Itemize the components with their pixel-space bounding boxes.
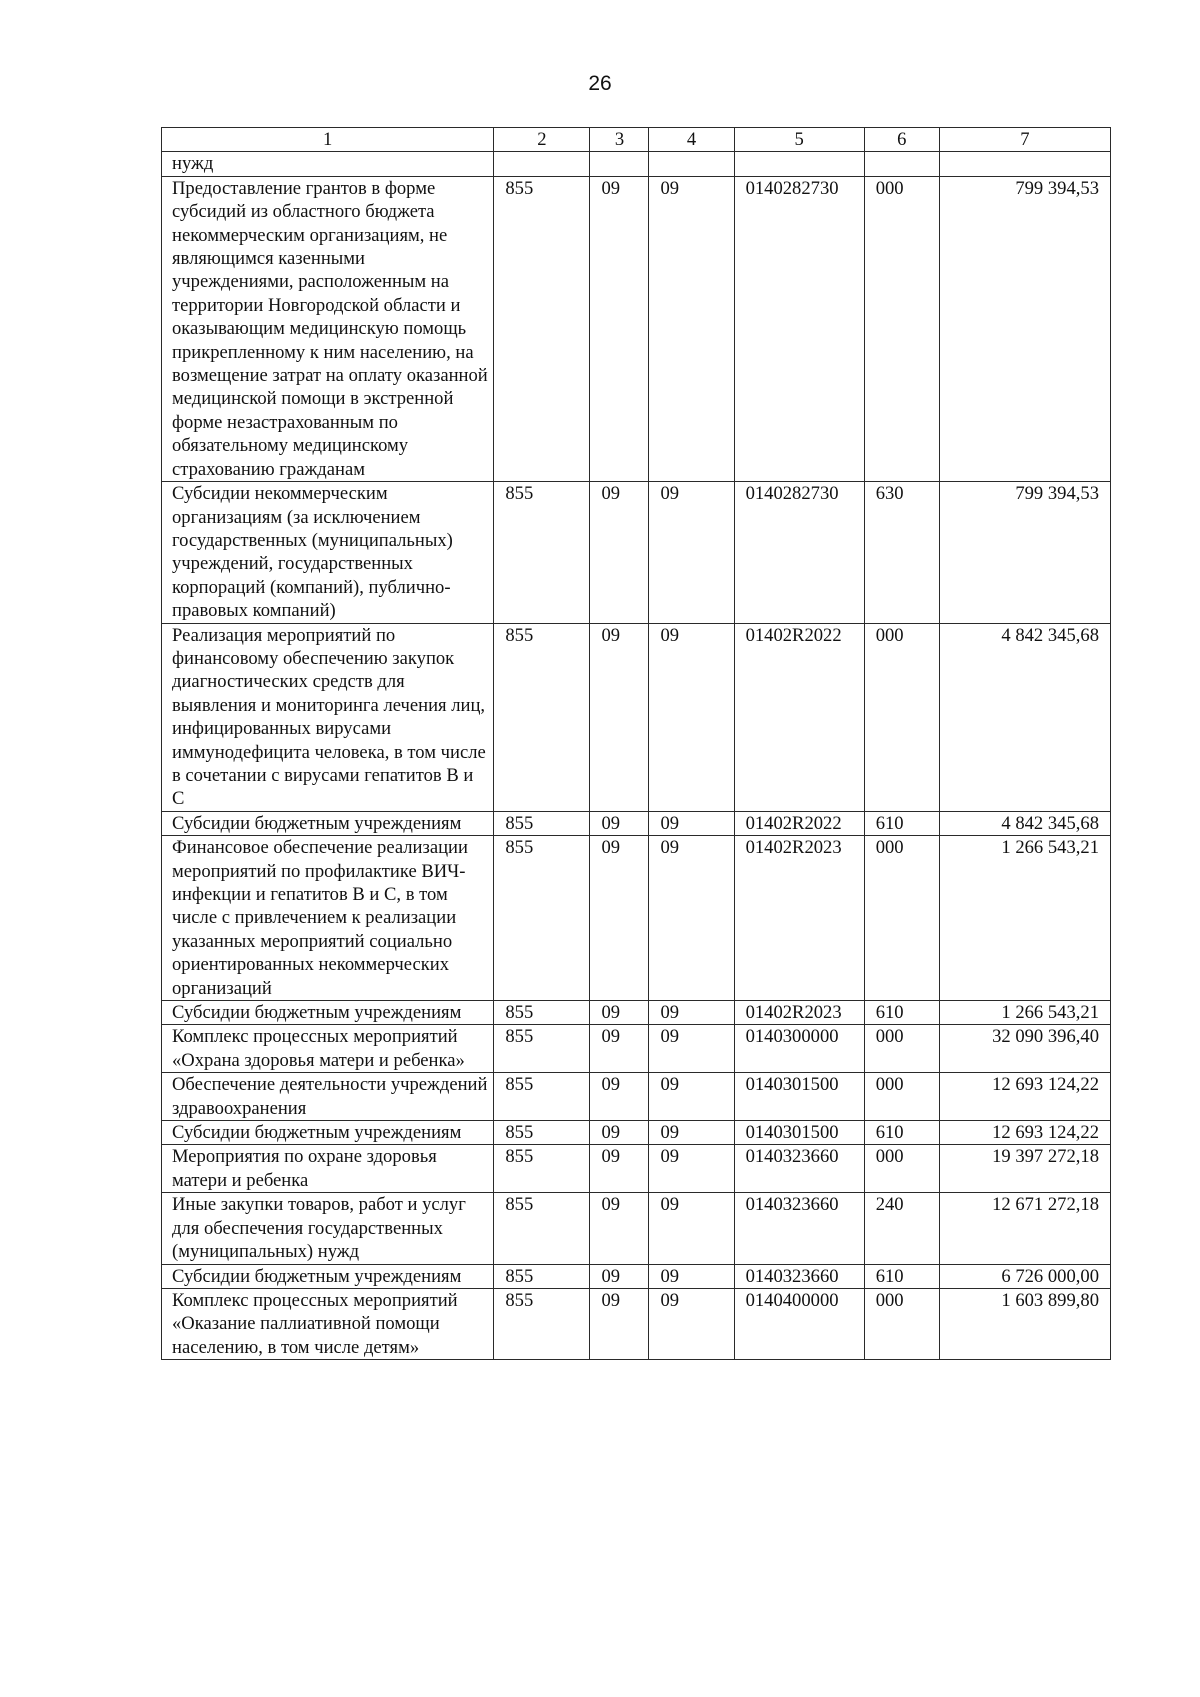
row-target-article: 0140282730 (734, 176, 864, 481)
page-number: 26 (588, 72, 612, 95)
row-ministry-code: 855 (494, 811, 590, 835)
column-header-3: 3 (590, 128, 649, 152)
table-row (162, 623, 1111, 811)
budget-table (161, 127, 1111, 1360)
row-target-article: 01402R2022 (734, 623, 864, 811)
row-description: Субсидии бюджетным учреждениям (162, 1264, 494, 1288)
header-row (162, 128, 1111, 152)
table-row (162, 1288, 1111, 1359)
row-section-code: 09 (590, 836, 649, 1001)
row-description: Финансовое обеспечение реализации мероприятий по профилактике ВИЧ-инфекции и гепатитов В и С, в том числе с привлечением к реализации указанных мероприятий социально ориентированных некоммерческих организаций (162, 836, 494, 1001)
row-ministry-code: 855 (494, 176, 590, 481)
row-ministry-code: 855 (494, 1193, 590, 1264)
row-target-article: 0140323660 (734, 1264, 864, 1288)
row-subsection-code: 09 (649, 1001, 734, 1025)
row-description: Мероприятия по охране здоровья матери и ребенка (162, 1145, 494, 1193)
row-amount: 1 266 543,21 (939, 1001, 1110, 1025)
row-amount: 12 693 124,22 (939, 1121, 1110, 1145)
row-amount: 6 726 000,00 (939, 1264, 1110, 1288)
row-ministry-code (494, 152, 590, 176)
row-expense-type: 000 (864, 1025, 939, 1073)
row-ministry-code: 855 (494, 1025, 590, 1073)
table-row (162, 1193, 1111, 1264)
column-header-6: 6 (864, 128, 939, 152)
row-description: Реализация мероприятий по финансовому обеспечению закупок диагностических средств для выявления и мониторинга лечения лиц, инфицированных вирусами иммунодефицита человека, в том числе в сочетании с вирусами гепатитов В и С (162, 623, 494, 811)
row-subsection-code: 09 (649, 623, 734, 811)
row-section-code: 09 (590, 482, 649, 623)
row-subsection-code: 09 (649, 1264, 734, 1288)
row-subsection-code: 09 (649, 176, 734, 481)
row-ministry-code: 855 (494, 482, 590, 623)
table-row (162, 152, 1111, 176)
table-row (162, 1025, 1111, 1073)
row-expense-type (864, 152, 939, 176)
row-subsection-code: 09 (649, 1193, 734, 1264)
row-description: Субсидии некоммерческим организациям (за исключением государственных (муниципальных) учреждений, государственных корпораций (компаний), публично-правовых компаний) (162, 482, 494, 623)
row-subsection-code: 09 (649, 1288, 734, 1359)
row-ministry-code: 855 (494, 1264, 590, 1288)
row-section-code: 09 (590, 623, 649, 811)
row-section-code: 09 (590, 176, 649, 481)
row-amount: 19 397 272,18 (939, 1145, 1110, 1193)
table-row (162, 176, 1111, 481)
table-row (162, 1121, 1111, 1145)
row-amount: 1 266 543,21 (939, 836, 1110, 1001)
row-target-article: 0140282730 (734, 482, 864, 623)
row-ministry-code: 855 (494, 836, 590, 1001)
row-amount: 799 394,53 (939, 176, 1110, 481)
row-description: Комплекс процессных мероприятий «Охрана здоровья матери и ребенка» (162, 1025, 494, 1073)
row-target-article: 0140301500 (734, 1121, 864, 1145)
row-expense-type: 610 (864, 1001, 939, 1025)
table-row (162, 1145, 1111, 1193)
row-target-article (734, 152, 864, 176)
row-subsection-code: 09 (649, 1145, 734, 1193)
row-description: Обеспечение деятельности учреждений здравоохранения (162, 1073, 494, 1121)
row-amount: 4 842 345,68 (939, 811, 1110, 835)
row-description: Субсидии бюджетным учреждениям (162, 1121, 494, 1145)
column-header-7: 7 (939, 128, 1110, 152)
table-row (162, 811, 1111, 835)
row-expense-type: 610 (864, 811, 939, 835)
row-expense-type: 610 (864, 1264, 939, 1288)
table-row (162, 1001, 1111, 1025)
row-section-code: 09 (590, 1288, 649, 1359)
row-expense-type: 000 (864, 176, 939, 481)
row-target-article: 0140301500 (734, 1073, 864, 1121)
row-ministry-code: 855 (494, 1121, 590, 1145)
row-section-code: 09 (590, 1073, 649, 1121)
table-row (162, 482, 1111, 623)
row-expense-type: 630 (864, 482, 939, 623)
row-amount: 4 842 345,68 (939, 623, 1110, 811)
row-amount: 1 603 899,80 (939, 1288, 1110, 1359)
row-subsection-code: 09 (649, 836, 734, 1001)
row-subsection-code: 09 (649, 811, 734, 835)
row-expense-type: 000 (864, 623, 939, 811)
row-subsection-code: 09 (649, 1025, 734, 1073)
row-amount: 799 394,53 (939, 482, 1110, 623)
row-section-code: 09 (590, 1145, 649, 1193)
row-amount: 32 090 396,40 (939, 1025, 1110, 1073)
row-expense-type: 000 (864, 1073, 939, 1121)
row-amount: 12 693 124,22 (939, 1073, 1110, 1121)
row-description: нужд (162, 152, 494, 176)
row-target-article: 01402R2023 (734, 836, 864, 1001)
row-section-code: 09 (590, 811, 649, 835)
row-ministry-code: 855 (494, 623, 590, 811)
row-description: Предоставление грантов в форме субсидий из областного бюджета некоммерческим организациям, не являющимся казенными учреждениями, расположенным на территории Новгородской области и оказывающим медицинскую помощь прикрепленному к ним населению, на возмещение затрат на оплату оказанной медицинской помощи в экстренной форме незастрахованным по обязательному медицинскому страхованию гражданам (162, 176, 494, 481)
row-section-code: 09 (590, 1264, 649, 1288)
table-row (162, 1264, 1111, 1288)
row-expense-type: 000 (864, 1288, 939, 1359)
row-description: Комплекс процессных мероприятий «Оказание паллиативной помощи населению, в том числе детям» (162, 1288, 494, 1359)
row-section-code: 09 (590, 1001, 649, 1025)
row-amount (939, 152, 1110, 176)
row-expense-type: 000 (864, 1145, 939, 1193)
column-header-4: 4 (649, 128, 734, 152)
row-description: Иные закупки товаров, работ и услуг для обеспечения государственных (муниципальных) нужд (162, 1193, 494, 1264)
row-target-article: 0140323660 (734, 1145, 864, 1193)
column-header-1: 1 (162, 128, 494, 152)
row-target-article: 0140323660 (734, 1193, 864, 1264)
row-section-code: 09 (590, 1121, 649, 1145)
row-ministry-code: 855 (494, 1073, 590, 1121)
table-row (162, 1073, 1111, 1121)
row-section-code: 09 (590, 1025, 649, 1073)
row-ministry-code: 855 (494, 1145, 590, 1193)
row-description: Субсидии бюджетным учреждениям (162, 811, 494, 835)
column-header-5: 5 (734, 128, 864, 152)
row-subsection-code: 09 (649, 1073, 734, 1121)
row-subsection-code (649, 152, 734, 176)
row-section-code: 09 (590, 1193, 649, 1264)
row-subsection-code: 09 (649, 1121, 734, 1145)
row-ministry-code: 855 (494, 1001, 590, 1025)
row-target-article: 0140400000 (734, 1288, 864, 1359)
column-header-2: 2 (494, 128, 590, 152)
row-expense-type: 610 (864, 1121, 939, 1145)
row-ministry-code: 855 (494, 1288, 590, 1359)
row-expense-type: 240 (864, 1193, 939, 1264)
row-target-article: 0140300000 (734, 1025, 864, 1073)
table-row (162, 836, 1111, 1001)
row-amount: 12 671 272,18 (939, 1193, 1110, 1264)
row-expense-type: 000 (864, 836, 939, 1001)
row-subsection-code: 09 (649, 482, 734, 623)
row-description: Субсидии бюджетным учреждениям (162, 1001, 494, 1025)
row-target-article: 01402R2023 (734, 1001, 864, 1025)
row-target-article: 01402R2022 (734, 811, 864, 835)
row-section-code (590, 152, 649, 176)
